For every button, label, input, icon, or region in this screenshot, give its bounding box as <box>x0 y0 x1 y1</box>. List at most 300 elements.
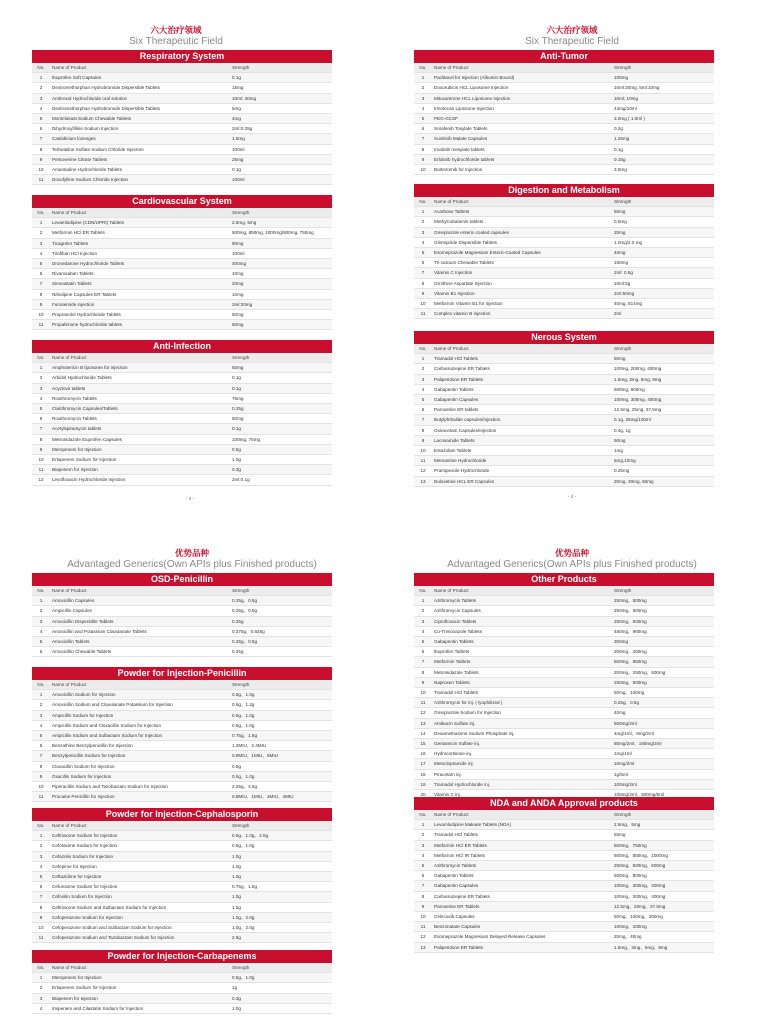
product-name: Azithromycin Tablets <box>432 596 612 606</box>
row-number: 3 <box>32 238 50 248</box>
product-strength: 20mg <box>612 227 714 237</box>
product-strength: 0.25g <box>230 616 332 626</box>
product-name: Duloxetine HCL ER Capsules <box>432 476 612 486</box>
row-number: 7 <box>414 881 432 891</box>
column-header: Strength <box>230 63 332 73</box>
product-strength: 2ml:20mg <box>230 299 332 309</box>
product-name: Cefazolin Sodium for Injection <box>50 851 230 861</box>
table-header-row <box>414 810 714 820</box>
product-strength: 100mg、300mg、400mg <box>612 881 714 891</box>
table-row <box>32 434 332 444</box>
table-row <box>414 769 714 779</box>
page-number-4: - 4 - <box>568 494 577 499</box>
row-number: 7 <box>414 657 432 667</box>
product-name: Amoxicillin and Potassium Clavulanate Tablets <box>50 626 230 636</box>
row-number: 4 <box>32 103 50 113</box>
column-header: Strength <box>612 810 714 820</box>
row-number: 6 <box>414 871 432 881</box>
column-header: No. <box>32 63 50 73</box>
table-row <box>32 83 332 93</box>
product-name: Gabapentin Tablets <box>432 637 612 647</box>
product-strength: 20mg <box>230 279 332 289</box>
table-row <box>414 415 714 425</box>
row-number: 8 <box>32 761 50 771</box>
table-row <box>32 299 332 309</box>
product-name: Tramadol Hydrochloride inj. <box>432 779 612 789</box>
product-name: Vitamin C inj. <box>432 790 612 800</box>
table-row <box>414 227 714 237</box>
row-number: 11 <box>414 309 432 319</box>
section-title: Cardiovascular System <box>32 195 332 208</box>
table-row <box>32 444 332 454</box>
page3-header <box>26 26 326 47</box>
row-number: 11 <box>32 465 50 475</box>
product-strength: 2.5mg, 5mg <box>230 218 332 228</box>
product-name: Cefoperazone Sodium for Injection <box>50 912 230 922</box>
row-number: 6 <box>414 405 432 415</box>
row-number: 10 <box>414 446 432 456</box>
table-row <box>414 405 714 415</box>
row-number: 2 <box>32 700 50 710</box>
product-name: Metronidazole Tablets <box>432 667 612 677</box>
table-row <box>32 933 332 943</box>
product-strength: 250mg、500mg <box>612 616 714 626</box>
product-strength: 2.25g、4.5g <box>230 782 332 792</box>
product-strength: 0.25mg <box>612 466 714 476</box>
row-number: 7 <box>32 892 50 902</box>
product-strength: 200mg、400mg <box>612 647 714 657</box>
row-number: 7 <box>32 279 50 289</box>
product-name: Levamlodipine Maleate Tablets (NDA) <box>432 820 612 830</box>
row-number: 3 <box>414 374 432 384</box>
row-number: 3 <box>32 616 50 626</box>
product-name: Nifedipine Capsules ER Tablets <box>50 289 230 299</box>
table-row <box>414 626 714 636</box>
row-number: 3 <box>32 93 50 103</box>
product-name: Simvastatin Tablets <box>50 279 230 289</box>
product-name: Gabapentin Capsules <box>432 881 612 891</box>
product-name: Metoclopramide inj. <box>432 759 612 769</box>
row-number: 3 <box>32 851 50 861</box>
table-row <box>414 134 714 144</box>
row-number: 20 <box>414 790 432 800</box>
product-strength: 0.1g <box>230 373 332 383</box>
row-number: 1 <box>32 363 50 373</box>
product-name: Acarbose Tablets <box>432 207 612 217</box>
table-row <box>414 739 714 749</box>
table-header-row <box>414 344 714 354</box>
row-number: 13 <box>414 942 432 952</box>
table-row <box>414 456 714 466</box>
product-strength: 100ml <box>230 144 332 154</box>
table-row <box>414 384 714 394</box>
product-strength: 1.5g <box>230 902 332 912</box>
product-name: Ertapenem Sodium for Injection <box>50 983 230 993</box>
page6-title-cn: 优势品种 <box>554 549 589 559</box>
product-strength: 40mg, 814mg <box>612 299 714 309</box>
product-strength: 1g/5ml <box>612 769 714 779</box>
table-header-row <box>32 821 332 831</box>
table-row <box>32 320 332 330</box>
product-strength: 500mg/2ml <box>612 718 714 728</box>
row-number: 19 <box>414 779 432 789</box>
page5-header <box>42 549 342 570</box>
product-name: Metformin Tablets <box>432 657 612 667</box>
row-number: 3 <box>32 383 50 393</box>
row-number: 9 <box>32 912 50 922</box>
product-strength: 10ml:20mg; 5ml:10mg <box>612 83 714 93</box>
product-strength: 0.5g、1.0g <box>230 841 332 851</box>
table-header-row <box>414 63 714 73</box>
table-row <box>32 383 332 393</box>
column-header: Strength <box>230 821 332 831</box>
column-header: No. <box>414 344 432 354</box>
table-row <box>414 942 714 952</box>
product-table <box>32 821 332 943</box>
product-name: Complex vitamin B injection <box>432 309 612 319</box>
product-name: Cefoxitin Sodium for Injection <box>50 892 230 902</box>
row-number: 8 <box>414 425 432 435</box>
product-strength: 600mg、800mg <box>612 871 714 881</box>
row-number: 12 <box>414 932 432 942</box>
product-name: Co-Trimoxazole Tablets <box>432 626 612 636</box>
column-header: Strength <box>230 680 332 690</box>
table-row <box>32 93 332 103</box>
row-number: 13 <box>414 718 432 728</box>
section-injection-carbapenems <box>32 950 332 1014</box>
row-number: 3 <box>32 710 50 720</box>
product-name: Lacosamide Tablets <box>432 435 612 445</box>
product-name: Ampicillin Capsules <box>50 606 230 616</box>
product-name: Gabapentin Tablets <box>432 871 612 881</box>
row-number: 4 <box>32 1003 50 1013</box>
product-name: Rivaroxaban Tablets <box>50 269 230 279</box>
column-header: Name of Product <box>432 197 612 207</box>
column-header: Name of Product <box>50 821 230 831</box>
row-number: 4 <box>414 103 432 113</box>
row-number: 10 <box>32 782 50 792</box>
product-strength: 0.5g、1.0g <box>230 710 332 720</box>
row-number: 5 <box>414 637 432 647</box>
row-number: 7 <box>414 134 432 144</box>
product-strength: 0.3g <box>230 993 332 1003</box>
product-name: Oxiracetam Capsules/Injection <box>432 425 612 435</box>
product-strength: 90mg <box>230 238 332 248</box>
table-row <box>32 1003 332 1013</box>
column-header: No. <box>414 810 432 820</box>
table-row <box>32 690 332 700</box>
row-number: 11 <box>32 792 50 802</box>
section-title: Anti-Tumor <box>414 50 714 63</box>
table-header-row <box>32 586 332 596</box>
product-name: Acyclovir tablets <box>50 383 230 393</box>
product-strength: 75mg <box>230 393 332 403</box>
table-row <box>32 983 332 993</box>
table-row <box>414 616 714 626</box>
product-name: Paliperidone ER Tablets <box>432 374 612 384</box>
table-row <box>414 114 714 124</box>
table-row <box>32 134 332 144</box>
row-number: 4 <box>414 384 432 394</box>
product-name: Ampicillin Sodium for Injection <box>50 710 230 720</box>
table-row <box>414 374 714 384</box>
product-strength: 25mg <box>230 154 332 164</box>
section-title: Anti-Infection <box>32 340 332 353</box>
row-number: 1 <box>32 831 50 841</box>
table-row <box>32 269 332 279</box>
row-number: 5 <box>32 114 50 124</box>
table-row <box>32 700 332 710</box>
product-strength: 100ml <box>230 248 332 258</box>
product-strength: 80mg/2ml、160mg/2ml <box>612 739 714 749</box>
table-row <box>414 395 714 405</box>
row-number: 1 <box>414 354 432 364</box>
table-row <box>32 154 332 164</box>
table-row <box>32 637 332 647</box>
row-number: 9 <box>414 154 432 164</box>
table-row <box>32 616 332 626</box>
product-strength: 10mg <box>230 289 332 299</box>
product-strength: 250mg、500mg、600mg <box>612 861 714 871</box>
table-header-row <box>32 208 332 218</box>
table-row <box>32 792 332 802</box>
table-row <box>414 901 714 911</box>
column-header: Strength <box>612 344 714 354</box>
product-name: Amoxicillin Sodium for Injection <box>50 690 230 700</box>
product-name: Cefoperazone Sodium and Tazobactam Sodium for Injection <box>50 933 230 943</box>
product-strength: 1.5mg, 3mg, 6mg, 9mg <box>612 374 714 384</box>
table-header-row <box>414 586 714 596</box>
product-strength: 0.25g <box>230 647 332 657</box>
table-row <box>32 912 332 922</box>
table-row <box>32 259 332 269</box>
page6-header <box>422 549 722 570</box>
row-number: 1 <box>32 973 50 983</box>
row-number: 8 <box>32 144 50 154</box>
row-number: 4 <box>32 720 50 730</box>
table-row <box>32 771 332 781</box>
product-name: Metformin HCl ER Tablets <box>50 228 230 238</box>
product-name: Amoxicillin Sodium and Clavulanate Potassium for Injection <box>50 700 230 710</box>
product-table <box>32 963 332 1014</box>
column-header: Strength <box>612 197 714 207</box>
product-strength: 50mg <box>612 354 714 364</box>
table-row <box>414 718 714 728</box>
product-name: Cefotaxime Sodium for Injection <box>50 841 230 851</box>
product-strength: 0.5g、1.0g <box>230 720 332 730</box>
table-row <box>414 446 714 456</box>
section-injection-penicillin <box>32 667 332 802</box>
product-strength: 1.0g <box>230 892 332 902</box>
section-anti-infection <box>32 340 332 486</box>
product-name: Terbutaline Sulfate Sodium Chloride Injection <box>50 144 230 154</box>
row-number: 8 <box>414 144 432 154</box>
row-number: 10 <box>414 688 432 698</box>
table-row <box>414 435 714 445</box>
product-name: Dihydroxyfilline Sodium Injection <box>50 124 230 134</box>
product-strength: 480mg、960mg <box>612 626 714 636</box>
table-row <box>32 103 332 113</box>
product-strength: 2ml:0.1g <box>230 475 332 485</box>
product-table <box>414 197 714 319</box>
product-name: Amoxicillin Chewable Tablets <box>50 647 230 657</box>
table-row <box>32 782 332 792</box>
row-number: 7 <box>414 415 432 425</box>
row-number: 9 <box>414 435 432 445</box>
section-other-products <box>414 573 714 800</box>
section-title: NDA and ANDA Approval products <box>414 797 714 810</box>
product-strength: 50mg、100mg、200mg <box>612 912 714 922</box>
page5-title-cn: 优势品种 <box>174 549 209 559</box>
table-row <box>32 647 332 657</box>
table-row <box>414 364 714 374</box>
product-strength: 50mg <box>230 320 332 330</box>
table-row <box>32 310 332 320</box>
product-name: Biapenem for Injection <box>50 465 230 475</box>
column-header: No. <box>32 208 50 218</box>
row-number: 7 <box>32 424 50 434</box>
product-strength: 0.25g、0.5g <box>230 606 332 616</box>
product-strength: 0.3g <box>230 465 332 475</box>
product-strength: 200mg、250mg、500mg <box>612 667 714 677</box>
product-name: Ciprofloxacin Tablets <box>432 616 612 626</box>
product-strength: 1.2MIU、2.4MIU <box>230 741 332 751</box>
section-injection-cephalosporin <box>32 808 332 943</box>
product-strength: 0.75g、1.5g <box>230 882 332 892</box>
section-digestion-metabolism <box>414 184 714 319</box>
table-row <box>32 761 332 771</box>
product-strength: 100mg/2ml、500mg/5ml <box>612 790 714 800</box>
row-number: 5 <box>32 259 50 269</box>
product-strength: 0.25g、0.5g <box>230 637 332 647</box>
table-row <box>32 124 332 134</box>
product-name: Cefepime for Injection <box>50 861 230 871</box>
row-number: 16 <box>414 749 432 759</box>
product-name: Ambroxol Hydrochloride oral solution <box>50 93 230 103</box>
row-number: 18 <box>414 769 432 779</box>
row-number: 2 <box>414 217 432 227</box>
product-name: Ibuprofen Soft Capsules <box>50 73 230 83</box>
product-table <box>32 353 332 486</box>
page4-title-cn: 六大治疗领域 <box>546 26 598 36</box>
product-strength: 0.25g、0.5g <box>230 596 332 606</box>
row-number: 1 <box>414 820 432 830</box>
column-header: No. <box>414 197 432 207</box>
row-number: 9 <box>414 288 432 298</box>
table-row <box>414 154 714 164</box>
product-name: Amoxicillin Capsules <box>50 596 230 606</box>
product-name: Doxofylline Sodium Chloride Injection <box>50 175 230 185</box>
table-header-row <box>32 353 332 363</box>
product-strength: 500mg, 850mg, 1000mg/500mg, 750mg <box>230 228 332 238</box>
row-number: 8 <box>32 902 50 912</box>
product-name: Levofloxacin Hydrochloride Injection <box>50 475 230 485</box>
row-number: 3 <box>414 227 432 237</box>
table-row <box>414 698 714 708</box>
table-row <box>32 279 332 289</box>
row-number: 11 <box>32 175 50 185</box>
product-name: Amantadine Hydrochloride Tablets <box>50 165 230 175</box>
product-name: Dronedarone Hydrochloride Tablets <box>50 259 230 269</box>
table-row <box>414 268 714 278</box>
product-name: Benzonatate Capsules <box>432 922 612 932</box>
row-number: 10 <box>414 912 432 922</box>
product-strength: 100ml <box>230 175 332 185</box>
row-number: 4 <box>32 861 50 871</box>
product-name: Ceftazidime for Injection <box>50 872 230 882</box>
column-header: No. <box>32 963 50 973</box>
product-table <box>414 586 714 800</box>
page5-title-en: Advantaged Generics(Own APIs plus Finished products) <box>67 559 317 570</box>
row-number: 7 <box>32 751 50 761</box>
table-row <box>414 73 714 83</box>
table-row <box>414 728 714 738</box>
table-row <box>414 840 714 850</box>
product-name: Erlotinib hydrochloride tablets <box>432 154 612 164</box>
table-row <box>414 850 714 860</box>
row-number: 8 <box>32 434 50 444</box>
table-row <box>32 114 332 124</box>
product-strength: 1.0g <box>230 1003 332 1013</box>
product-strength: 10ml:5g <box>612 278 714 288</box>
product-name: Estazolam Tablets <box>432 446 612 456</box>
table-row <box>414 309 714 319</box>
product-name: PEG-GCSF <box>432 114 612 124</box>
product-strength: 10ml; 10mg <box>612 93 714 103</box>
table-row <box>32 238 332 248</box>
product-strength: 1.0g、2.0g <box>230 912 332 922</box>
product-strength: 5mg,10mg <box>612 456 714 466</box>
section-title: Powder for Injection-Carbapenems <box>32 950 332 963</box>
product-name: Pramipexole Hydrochloride <box>432 466 612 476</box>
table-row <box>414 688 714 698</box>
page4-header <box>422 26 722 47</box>
row-number: 5 <box>32 731 50 741</box>
product-strength: 2.5g <box>230 933 332 943</box>
product-strength: 43mg/10ml <box>612 103 714 113</box>
page4-title-en: Six Therapeutic Field <box>525 36 619 47</box>
product-table <box>414 63 714 175</box>
row-number: 2 <box>32 606 50 616</box>
product-name: Mitoxantrone HCL Liposome Injection <box>432 93 612 103</box>
table-row <box>32 741 332 751</box>
row-number: 8 <box>32 289 50 299</box>
product-name: Azithromycin Capsules <box>432 606 612 616</box>
table-row <box>414 354 714 364</box>
product-strength: 10ml: 30mg <box>230 93 332 103</box>
row-number: 6 <box>32 741 50 751</box>
product-name: Roxithromycin Tablets <box>50 393 230 403</box>
column-header: Name of Product <box>50 586 230 596</box>
row-number: 9 <box>414 677 432 687</box>
product-strength: 100mg, 300mg, 400mg <box>612 395 714 405</box>
section-title: Other Products <box>414 573 714 586</box>
product-name: Gentamicin Sulfate inj. <box>432 739 612 749</box>
product-strength: 50mg <box>230 414 332 424</box>
table-row <box>32 841 332 851</box>
table-row <box>414 881 714 891</box>
product-name: Metformin HCl ER Tablets <box>432 840 612 850</box>
column-header: Name of Product <box>50 963 230 973</box>
row-number: 10 <box>32 310 50 320</box>
row-number: 6 <box>32 124 50 134</box>
product-name: Omeprazole enteric-coated capsules <box>432 227 612 237</box>
product-name: Doxorubicin HCL Liposome Injection <box>432 83 612 93</box>
product-name: Carbamazepine ER Tablets <box>432 891 612 901</box>
product-table <box>32 680 332 802</box>
table-row <box>32 993 332 1003</box>
table-row <box>414 248 714 258</box>
